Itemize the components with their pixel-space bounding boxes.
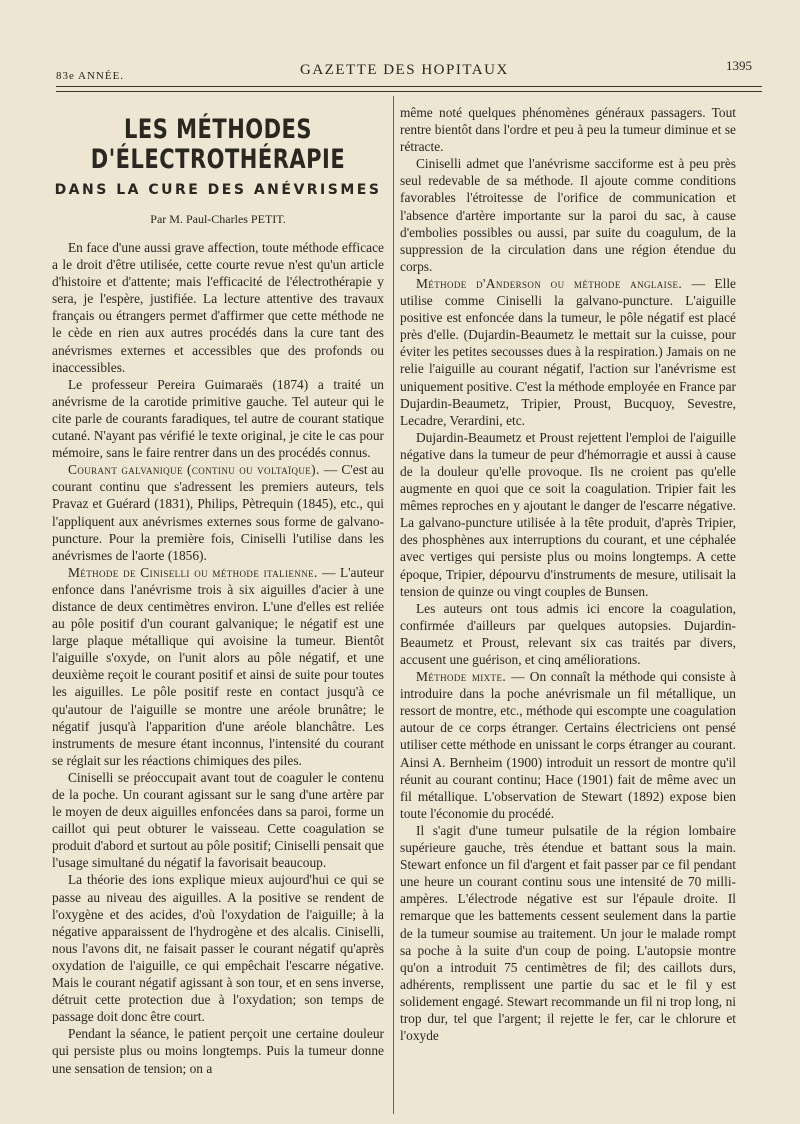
paragraph [52,871,384,1025]
journal-title: GAZETTE DES HOPITAUX [300,62,509,78]
paragraph-text: En face d'une aussi grave affection, toute méthode efficace a le droit d'être utilisée, cette courte revue n'est qu'un article d'histoire et d'attente; mais l'efficacité de l'électrothérapie y sera, je l'espère, justifiée. La lecture attentive des travaux français ou étrangers permet d'affirmer que cette méthode ne le cède en rien aux autres procédés dans la cure tant des anévrismes externes et accessibles que des profonds ou inaccessibles. [52,240,384,375]
paragraph [52,1025,384,1076]
section-heading: Méthode d'Anderson ou méthode anglaise. — [416,275,706,291]
paragraph [52,769,384,872]
paragraph-text: La théorie des ions explique mieux aujourd'hui ce qui se passe au niveau des aiguilles. A la positive se rendent de l'oxygène et des acides, d'où l'oxydation de l'aiguille; à la négative apparaissent de l'hydrogène et des alcalis. Ciniselli, nous l'avons dit, ne faisait passer le courant négatif qu'après oxydation de l'aiguille, ce qui empêchait l'escarre négative. Mais le courant négatif agissant à son tour, et en sens inverse, détruit cette protection due à l'oxydation; son temps de passage doit donc être court. [52,872,384,1025]
article-author: Par M. Paul-Charles PETIT. [150,212,286,226]
paragraph-text: Dujardin-Beaumetz et Proust rejettent l'emploi de l'aiguille négative dans la tumeur de peur d'hémorragie et aussi à cause de la douleur qu'elle provoque. Ils ne croient pas qu'elle augmente en quoi que ce soit la coagulation. Tripier fait les mêmes reproches en y ajoutant le danger de l'escarre négative. La galvano-puncture utilisée à la tête produit, d'après Tripier, des phosphènes aux interruptions du courant, et une céphalée avec vertiges qui persiste plus ou moins longtemps. A cette époque, Tripier, dépourvu d'instruments de mesure, utilisait la tension de quinze ou vingt couples de Bunsen. [400,429,736,599]
section-heading: Méthode mixte. — [416,669,526,685]
section-heading: Méthode de Ciniselli ou méthode italienne. — [68,564,336,580]
paragraph-text: Ciniselli admet que l'anévrisme sacciforme est à peu près seul redevable de sa méthode. Il ajoute comme conditions favorables l'étroitesse de l'orifice de communication et l'absence d'artère importante sur la paroi du sac, à cause d'embolies possibles ou aussi, par suite du coagulum, de la suppression de la circulation dans une région étendue du corps. [400,156,736,274]
right-column [400,104,736,1044]
section-heading: Courant galvanique (continu ou voltaïque). — [68,462,338,478]
paragraph [400,668,736,822]
paragraph-text: même noté quelques phénomènes généraux passagers. Tout rentre bientôt dans l'ordre et peu à peu la tumeur diminue et se rétracte. [400,105,736,155]
right-paragraphs [400,104,736,1044]
left-paragraphs [52,239,384,1077]
paragraph [400,104,736,155]
header-rule-bottom [56,91,762,92]
paragraph-text: Les auteurs ont tous admis ici encore la coagulation, confirmée d'ailleurs par quelques autopsies. Dujardin-Beaumetz et Proust, relevant six cas traités par divers, accusent une guérison, et cinq améliorations. [400,600,736,667]
paragraph-text: On connaît la méthode qui consiste à introduire dans la poche anévrismale un fil métallique, un ressort de montre, etc., méthode qui escompte une coagulation autour de ce corps étranger. Certains électriciens ont pensé utiliser cette méthode en unissant le corps étranger au courant. Ainsi A. Bernheim (1900) introduit un ressort de montre qu'il réunit au courant continu; Hace (1901) fait de même avec un fil métallique. L'observation de Stewart (1892) expose bien toute l'économie du procédé. [400,669,736,821]
paragraph [52,564,384,769]
paragraph-text: L'auteur enfonce dans l'anévrisme trois à six aiguilles d'acier à une distance de deux centimètres environ. L'une d'elles est reliée au pôle positif d'un courant galvanique; le négatif est une large plaque métallique qui avoisine la tumeur. Bientôt l'aiguille s'oxyde, on l'unit alors au pôle négatif, et une deuxième reçoit le courant positif et ainsi de suite pour toutes les aiguilles. Le pôle positif reste en contact jusqu'à ce qu'autour de l'aiguille se montre une aréole brunâtre; le négatif jusqu'à l'apparition d'une aréole blanchâtre. Les instruments de mesure étant inconnus, l'intensité du courant se réglait sur les réactions chimiques des piles. [52,564,384,768]
paragraph [400,822,736,1044]
paragraph [400,275,736,429]
page-number: 1395 [726,58,752,73]
paragraph [400,600,736,668]
paragraph-text: Le professeur Pereira Guimaraës (1874) a traité un anévrisme de la carotide primitive gauche. Tel auteur qui le cite parle de courants faradiques, tel autre de courant statique cutané. N'ayant pas vérifié le texte original, je cite le cas pour mémoire, sans le faire rentrer dans un des procédés connus. [52,376,384,461]
column-divider [393,96,394,1114]
paragraph-text: Ciniselli se préoccupait avant tout de coaguler le contenu de la poche. Un courant agissant sur le sang d'une artère par le moyen de deux aiguilles enfoncées dans sa paroi, forme un caillot qui peut obturer le vaisseau. Cette coagulation se produit d'abord et surtout au pôle positif; Ciniselli pensait que l'usage simultané du négatif la favorisait beaucoup. [52,769,384,871]
paragraph-text: Il s'agit d'une tumeur pulsatile de la région lombaire supérieure gauche, très étendue et battant sous la main. Stewart enfonce un fil d'argent et fait passer par ce fil pendant une heure un courant continu sous une intensité de 70 milli-ampères. L'électrode négative est sur l'épaule droite. Il remarque que les battements cessent seulement dans la partie de la tumeur soumise au traitement. Un jour le malade rompt sa poche à la suite d'un coup de poing. L'autopsie montre qu'on a introduit 75 centimètres de fil; des caillots durs, adhérents, remplissent une partie du sac et le fil y est solidement engagé. Stewart recommande un fil ni trop long, ni trop dur, tel que l'argent; il rejette le fer, car le chlorure et l'oxyde [400,822,736,1044]
paragraph [52,239,384,376]
paragraph [400,429,736,600]
paragraph-text: Elle utilise comme Ciniselli la galvano-puncture. L'aiguille positive est enfoncée dans la tumeur, le pôle négatif est placé près d'elle. (Dujardin-Beaumetz le mettait sur la cuisse, pour éviter les petites secousses dues à la respiration.) Jamais on ne relie l'aiguille au courant négatif, l'action sur l'anévrisme est uniquement positive. C'est la méthode employée en France par Dujardin-Beaumetz, Tripier, Proust, Bucquoy, Sevestre, Lecadre, Verardini, etc. [400,275,736,428]
left-column [52,104,384,1077]
header-rule-top [56,86,762,87]
paragraph-text: C'est au courant continu que s'adressent les premiers auteurs, tels Pravaz et Guérard (1831), Philips, Pètrequin (1845), etc., qui l'appliquent aux anévrismes externes sous forme de galvano-puncture. Pour la première fois, Ciniselli l'utilise dans les anévrismes de l'aorte (1856). [52,462,384,563]
issue-year: 83e ANNÉE. [56,70,125,82]
article-title: LES MÉTHODES D'ÉLECTROTHÉRAPIE [90,114,346,174]
paragraph-text: Pendant la séance, le patient perçoit une certaine douleur qui persiste plus ou moins longtemps. Puis la tumeur donne une sensation de tension; on a [52,1026,384,1076]
article-subtitle: DANS LA CURE DES ANÉVRISMES [54,182,382,198]
paragraph [400,155,736,275]
paragraph [52,461,384,564]
paragraph [52,376,384,461]
